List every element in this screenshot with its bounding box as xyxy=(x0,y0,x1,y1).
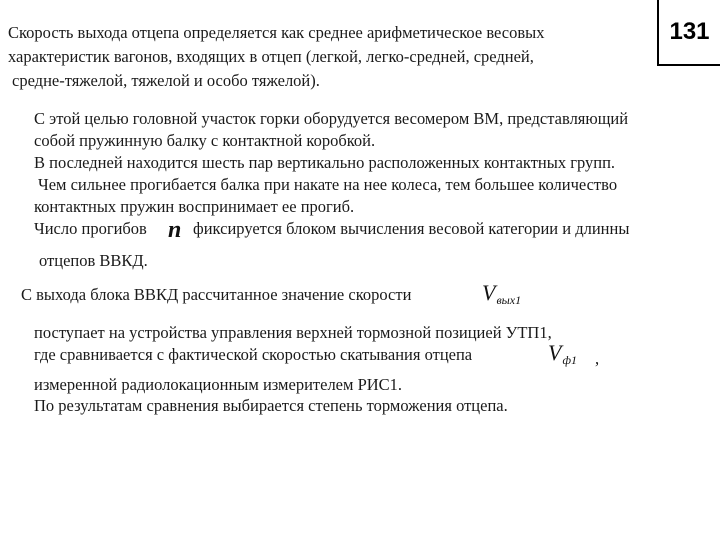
v-f-formula xyxy=(548,342,576,367)
header-line-2: характеристик вагонов, входящих в отцеп (легкой, легко-средней, средней, xyxy=(8,47,534,66)
body-line-11: измеренной радиолокационным измерителем РИС1. xyxy=(34,375,403,394)
body-line-7: отцепов ВВКД. xyxy=(39,251,148,270)
v-out-main: V xyxy=(482,280,496,305)
body-line-5: контактных пружин воспринимает ее прогиб. xyxy=(34,197,355,216)
body-line-3: В последней находится шесть пар вертикально расположенных контактных групп. xyxy=(34,153,616,172)
v-f-subscript: ф1 xyxy=(562,353,577,367)
body-line-6-start: Число прогибов xyxy=(34,219,147,238)
body-line-4: Чем сильнее прогибается балка при накате на нее колеса, тем большее количество xyxy=(38,175,618,194)
body-line-10: где сравнивается с фактической скоростью скатывания отцепа xyxy=(34,345,473,364)
body-line-9: поступает на устройства управления верхней тормозной позицией УТП1, xyxy=(34,323,552,342)
header-line-3: средне-тяжелой, тяжелой и особо тяжелой). xyxy=(12,71,320,90)
body-line-6-end: фиксируется блоком вычисления весовой категории и длинны xyxy=(193,219,630,238)
v-f-main: V xyxy=(548,340,562,365)
body-line-8: С выхода блока ВВКД рассчитанное значение скорости xyxy=(21,285,412,304)
n-symbol: n xyxy=(168,217,182,243)
page-number: 131 xyxy=(657,0,720,66)
v-out-formula xyxy=(482,282,520,307)
comma: , xyxy=(595,349,600,368)
body-line-12: По результатам сравнения выбирается степень торможения отцепа. xyxy=(34,396,508,415)
header-line-1: Скорость выхода отцепа определяется как среднее арифметическое весовых xyxy=(8,23,545,42)
v-out-subscript: вых1 xyxy=(496,293,522,307)
body-line-2: собой пружинную балку с контактной коробкой. xyxy=(34,131,376,150)
body-line-1: С этой целью головной участок горки оборудуется весомером ВМ, представляющий xyxy=(34,109,629,128)
